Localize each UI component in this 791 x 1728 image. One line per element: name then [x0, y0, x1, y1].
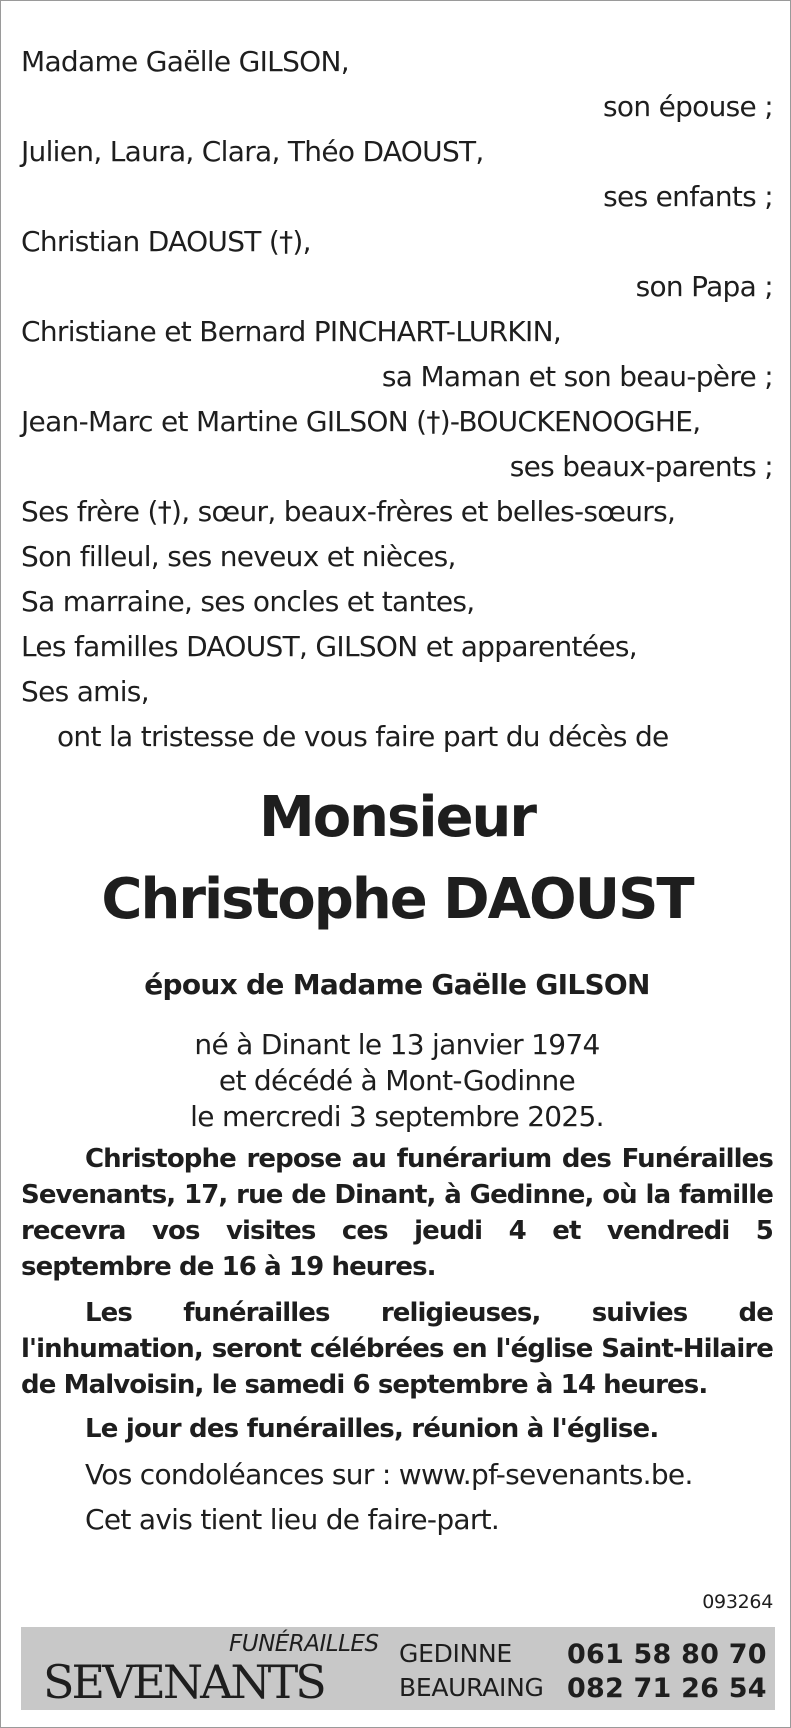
relation-line: son Papa ; — [635, 270, 773, 303]
location-phone: 082 71 26 54 — [567, 1673, 767, 1704]
death-place-line: et décédé à Mont-Godinne — [218, 1064, 576, 1097]
mourner-line: Jean-Marc et Martine GILSON (†)-BOUCKENOOGHE, — [21, 405, 701, 438]
notice-line: Cet avis tient lieu de faire-part. — [85, 1503, 500, 1536]
relation-line: sa Maman et son beau-père ; — [381, 360, 773, 393]
deceased-name-block — [21, 777, 773, 941]
location-phone: 061 58 80 70 — [567, 1639, 767, 1670]
logo-name: SEVENANTS — [43, 1655, 324, 1709]
deceased-name: Christophe DAOUST — [101, 867, 693, 932]
location-city: BEAURAING — [399, 1673, 544, 1702]
mourner-line: Les familles DAOUST, GILSON et apparentées, — [21, 630, 637, 663]
mourner-line: Ses amis, — [21, 675, 149, 708]
meeting-line: Le jour des funérailles, réunion à l'église. — [85, 1414, 659, 1444]
relation-line: son épouse ; — [603, 90, 773, 123]
visitation-paragraph: Christophe repose au funérarium des Funérailles Sevenants, 17, rue de Dinant, à Gedinne, où la famille recevra vos visites ces jeudi 4 et vendredi 5 septembre de 16 à 19 heures. — [21, 1144, 773, 1282]
death-date-line: le mercredi 3 septembre 2025. — [190, 1100, 604, 1133]
deceased-civility: Monsieur — [258, 785, 536, 850]
mourner-line: Ses frère (†), sœur, beaux-frères et belles-sœurs, — [21, 495, 676, 528]
mourner-line: Christiane et Bernard PINCHART-LURKIN, — [21, 315, 562, 348]
mourners-list — [21, 39, 773, 759]
announcement-line: ont la tristesse de vous faire part du décès de — [57, 720, 669, 753]
mourner-line: Son filleul, ses neveux et nièces, — [21, 540, 456, 573]
life-dates — [21, 1027, 773, 1135]
location-city: GEDINNE — [399, 1639, 512, 1668]
funeral-home-banner — [21, 1627, 775, 1710]
reference-number: 093264 — [702, 1591, 773, 1613]
relation-line: ses enfants ; — [603, 180, 773, 213]
mourner-line: Julien, Laura, Clara, Théo DAOUST, — [21, 135, 484, 168]
mourner-line: Madame Gaëlle GILSON, — [21, 45, 349, 78]
logo-subtitle: FUNÉRAILLES — [229, 1631, 379, 1657]
funeral-paragraph: Les funérailles religieuses, suivies de l'inhumation, seront célébrées en l'église Saint-Hilaire de Malvoisin, le samedi 6 septembre à 14 heures. — [21, 1298, 773, 1400]
birth-line: né à Dinant le 13 janvier 1974 — [194, 1028, 600, 1061]
relation-line: ses beaux-parents ; — [509, 450, 773, 483]
condolences-line: Vos condoléances sur : www.pf-sevenants.be. — [85, 1458, 693, 1491]
mourner-line: Sa marraine, ses oncles et tantes, — [21, 585, 475, 618]
mourner-line: Christian DAOUST (†), — [21, 225, 311, 258]
spouse-line: époux de Madame Gaëlle GILSON — [144, 968, 650, 1001]
notice-content — [21, 39, 773, 1542]
